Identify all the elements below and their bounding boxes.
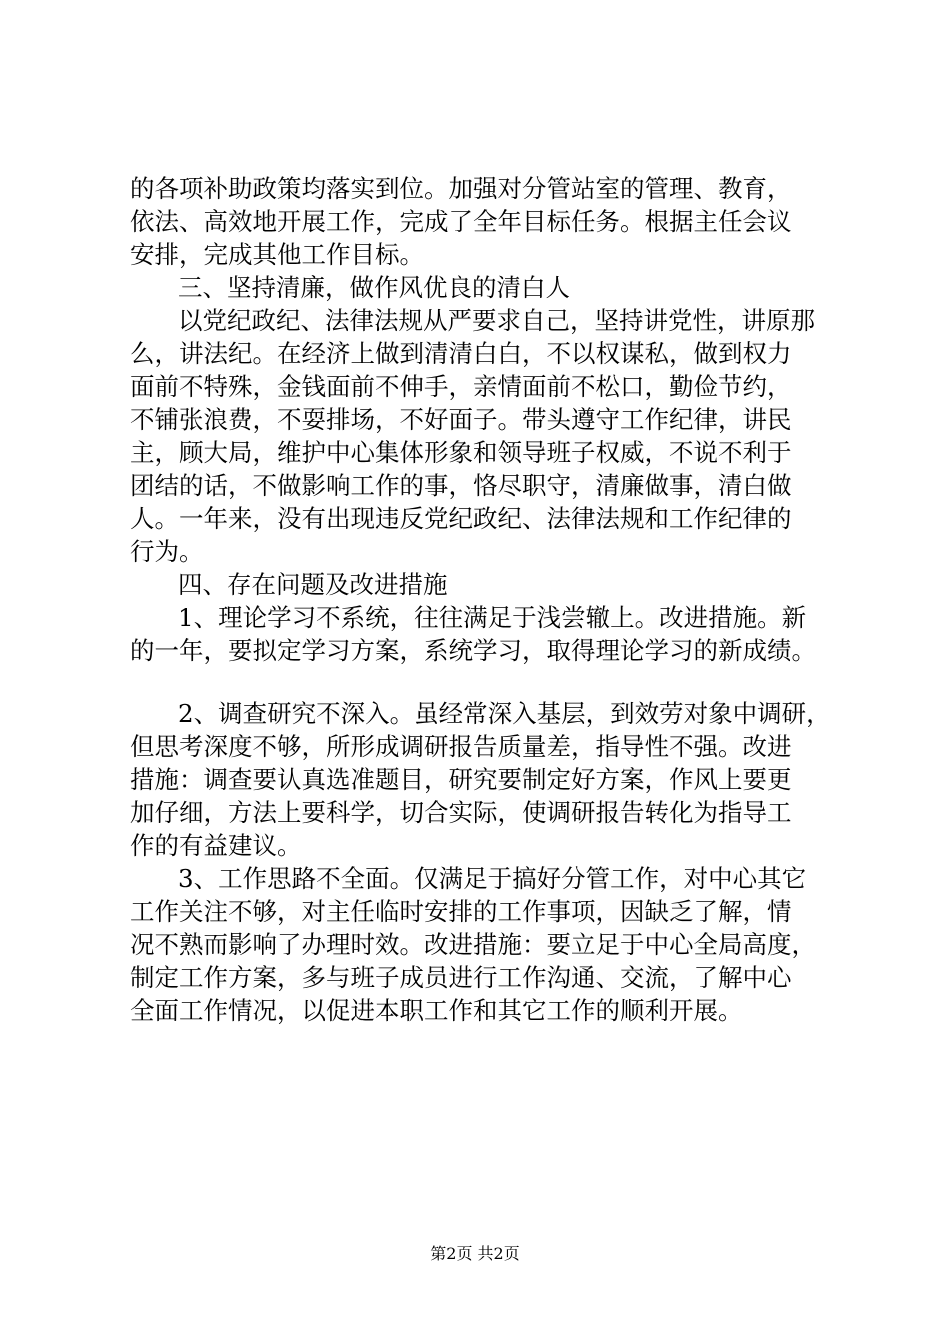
body-text-line: 1、理论学习不系统，往往满足于浅尝辙上。改进措施。新 xyxy=(178,603,807,632)
body-text-line: 但思考深度不够，所形成调研报告质量差，指导性不强。改进 xyxy=(130,732,792,761)
body-text-line: 依法、高效地开展工作，完成了全年目标任务。根据主任会议 xyxy=(130,207,792,236)
body-text-line: 全面工作情况，以促进本职工作和其它工作的顺利开展。 xyxy=(130,996,743,1025)
body-text-line: 制定工作方案，多与班子成员进行工作沟通、交流，了解中心 xyxy=(130,963,792,992)
body-text-line: 行为。 xyxy=(130,537,204,566)
body-text-line: 安排，完成其他工作目标。 xyxy=(130,240,424,269)
body-text-line: 么，讲法纪。在经济上做到清清白白，不以权谋私，做到权力 xyxy=(130,339,792,368)
section-heading: 三、坚持清廉，做作风优良的清白人 xyxy=(178,273,570,302)
body-text-line: 加仔细，方法上要科学，切合实际，使调研报告转化为指导工 xyxy=(130,798,792,827)
body-text-line: 2、调查研究不深入。虽经常深入基层，到效劳对象中调研， xyxy=(178,699,831,728)
body-text-line: 以党纪政纪、法律法规从严要求自己，坚持讲党性，讲原那 xyxy=(178,306,815,335)
body-text-line: 况不熟而影响了办理时效。改进措施：要立足于中心全局高度， xyxy=(130,930,816,959)
body-text-line: 不铺张浪费，不耍排场，不好面子。带头遵守工作纪律，讲民 xyxy=(130,405,792,434)
body-text-line: 3、工作思路不全面。仅满足于搞好分管工作，对中心其它 xyxy=(178,864,807,893)
body-text-line: 人。一年来，没有出现违反党纪政纪、法律法规和工作纪律的 xyxy=(130,504,792,533)
body-text-line: 的各项补助政策均落实到位。加强对分管站室的管理、教育， xyxy=(130,174,792,203)
body-text-line: 面前不特殊，金钱面前不伸手，亲情面前不松口，勤俭节约， xyxy=(130,372,792,401)
body-text-line: 作的有益建议。 xyxy=(130,831,302,860)
body-text-line: 主，顾大局，维护中心集体形象和领导班子权威，不说不利于 xyxy=(130,438,792,467)
body-text-line: 措施：调查要认真选准题目，研究要制定好方案，作风上要更 xyxy=(130,765,792,794)
page-footer: 第2页 共2页 xyxy=(430,1244,520,1263)
body-text-line: 团结的话，不做影响工作的事，恪尽职守，清廉做事，清白做 xyxy=(130,471,792,500)
body-text-line: 的一年，要拟定学习方案，系统学习，取得理论学习的新成绩。 xyxy=(130,636,816,665)
section-heading: 四、存在问题及改进措施 xyxy=(178,570,448,599)
body-text-line: 工作关注不够，对主任临时安排的工作事项，因缺乏了解，情 xyxy=(130,897,792,926)
